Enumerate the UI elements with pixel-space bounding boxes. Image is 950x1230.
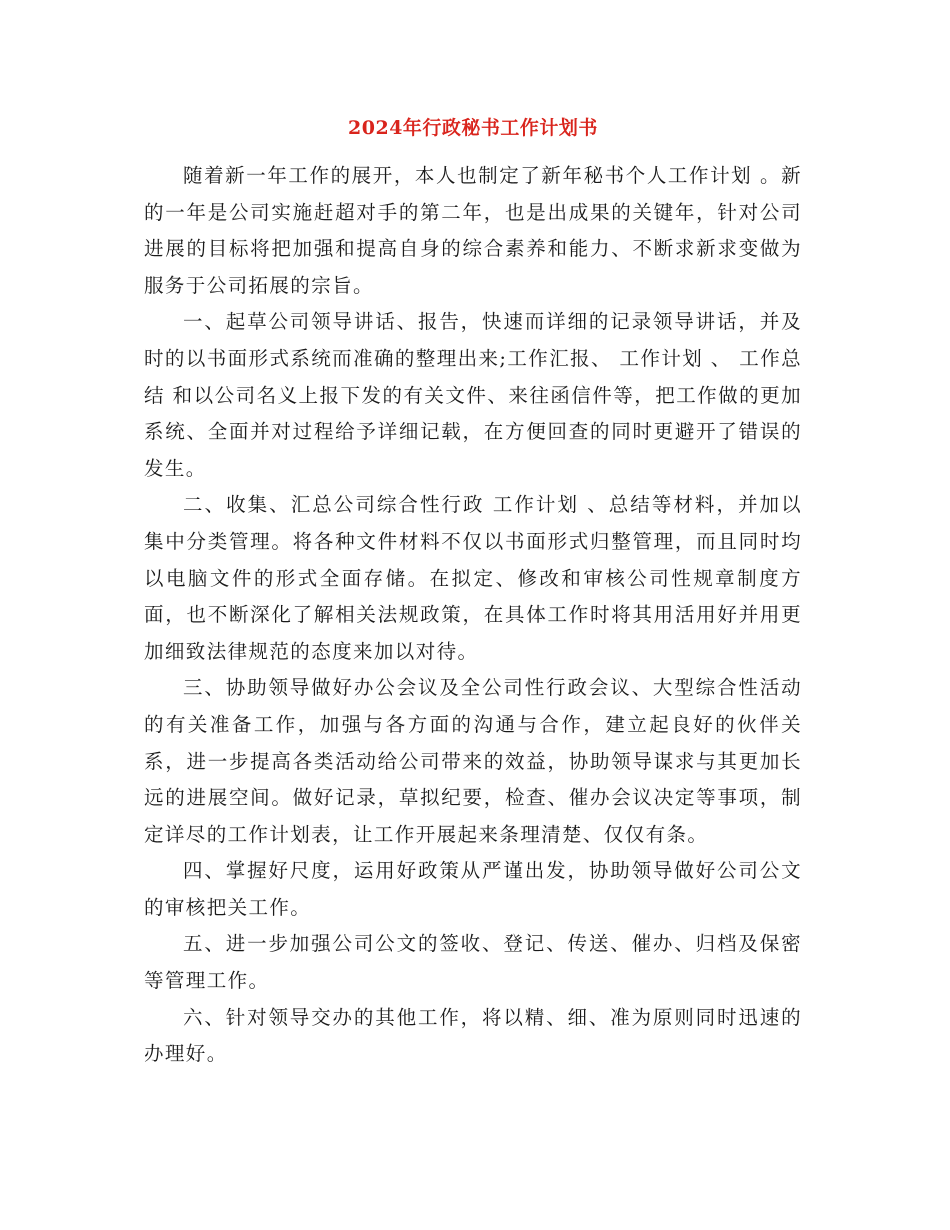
paragraph-item-2: 二、收集、汇总公司综合性行政 工作计划 、总结等材料，并加以集中分类管理。将各种文件材料不仅以书面形式归整管理，而且同时均以电脑文件的形式全面存储。在拟定、修改和审核公司性规章制度方面，也不断深化了解相关法规政策，在具体工作时将其用活用好并用更加细致法律规范的态度来加以对待。 [144, 493, 802, 663]
paragraph-item-3: 三、协助领导做好办公会议及全公司性行政会议、大型综合性活动的有关准备工作，加强与各方面的沟通与合作，建立起良好的伙伴关系，进一步提高各类活动给公司带来的效益，协助领导谋求与其更加长远的进展空间。做好记录，草拟纪要，检查、催办会议决定等事项，制定详尽的工作计划表，让工作开展起来条理清楚、仅仅有条。 [144, 676, 802, 846]
paragraph-item-4: 四、掌握好尺度，运用好政策从严谨出发，协助领导做好公司公文的审核把关工作。 [144, 859, 802, 919]
document-title: 2024年行政秘书工作计划书 [348, 117, 598, 139]
paragraph-item-5: 五、进一步加强公司公文的签收、登记、传送、催办、归档及保密等管理工作。 [144, 932, 802, 993]
paragraph-intro: 随着新一年工作的展开，本人也制定了新年秘书个人工作计划 。新的一年是公司实施赶超对手的第二年，也是出成果的关键年，针对公司进展的目标将把加强和提高自身的综合素养和能力、不断求新求变做为服务于公司拓展的宗旨。 [144, 164, 802, 297]
paragraph-item-1: 一、起草公司领导讲话、报告，快速而详细的记录领导讲话，并及时的以书面形式系统而准确的整理出来;工作汇报、 工作计划 、 工作总结 和以公司名义上报下发的有关文件、来往函信件等，把工作做的更加系统、全面并对过程给予详细记载，在方便回查的同时更避开了错误的发生。 [144, 310, 802, 480]
paragraph-item-6: 六、针对领导交办的其他工作，将以精、细、准为原则同时迅速的办理好。 [144, 1005, 802, 1066]
